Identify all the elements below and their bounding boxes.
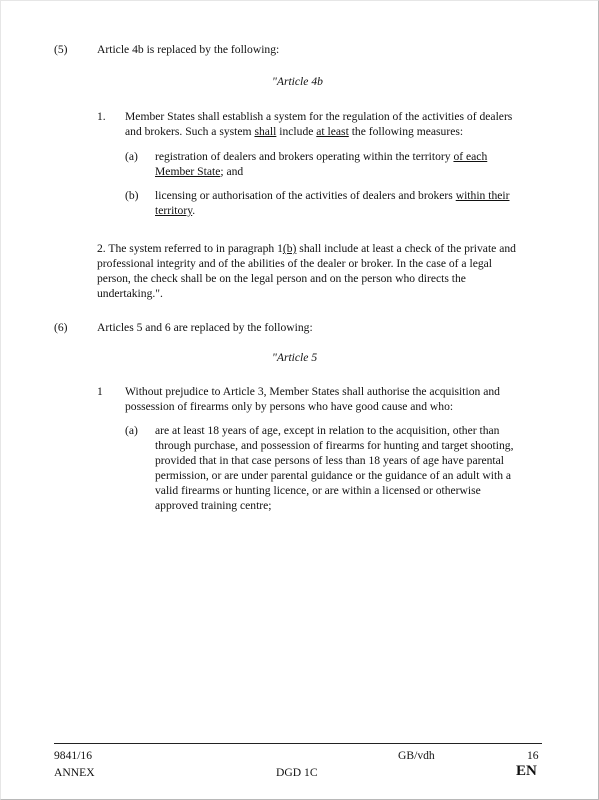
article-5-item-a-line: through purchase, and possession of firearms for hunting and target shooting, [155,439,514,452]
item-a-text [155,149,487,179]
underlined-text: within their [455,189,510,202]
article-5-paragraph-1-number: 1 [97,385,103,398]
footer-language-code: EN [516,763,537,779]
paragraph-2-line-4: undertaking.". [97,287,163,300]
underlined-text: territory [155,204,193,217]
article-4b-title: "Article 4b [272,75,323,88]
underlined-text: of each [453,150,488,163]
text-run: ; and [220,165,244,178]
article-5-paragraph-1-line-2: possession of firearms only by persons who have good cause and who: [125,400,454,413]
item-b-line-1 [155,188,509,203]
footer-department: DGD 1C [276,766,318,779]
article-5-item-a-line: approved training centre; [155,499,272,512]
text-run: shall include at least a check of the private and [296,242,516,255]
section-6-intro: Articles 5 and 6 are replaced by the following: [97,321,313,334]
article-5-item-a-label: (a) [125,424,138,437]
section-5-number: (5) [54,43,68,56]
section-6-number: (6) [54,321,68,334]
article-5-item-a-line: provided that in that case persons of less than 18 years of age have parental [155,454,504,467]
item-b-label: (b) [125,189,139,202]
underlined-text: at least [316,125,349,138]
text-run: 2. The system referred to in paragraph 1 [97,242,283,255]
footer-page-number: 16 [527,749,539,762]
underlined-text: shall [254,125,277,138]
text-run: . [192,204,196,217]
section-5-intro: Article 4b is replaced by the following: [97,43,280,56]
footer-doc-number: 9841/16 [54,749,93,762]
text-run: include [276,125,317,138]
underlined-text: (b) [282,242,297,255]
item-a-line-2 [155,164,487,179]
paragraph-1-text [125,109,512,139]
article-5-paragraph-1-line-1: Without prejudice to Article 3, Member States shall authorise the acquisition and [125,385,500,398]
footer-initials: GB/vdh [398,749,435,762]
item-b-line-2 [155,203,509,218]
underlined-text: Member State [155,165,221,178]
paragraph-1-number: 1. [97,110,106,123]
footer-rule [54,743,542,744]
text-run: and brokers. Such a system [125,125,255,138]
article-5-item-a-text [155,423,513,513]
article-5-title: "Article 5 [272,351,318,364]
paragraph-2-line-3: person, the check shall be on the legal person and on the person who directs the [97,272,466,285]
article-5-paragraph-1-text [125,384,500,414]
item-a-line-1 [155,149,487,164]
text-run: the following measures: [348,125,464,138]
item-b-text [155,188,509,218]
paragraph-1-line-2 [125,124,512,139]
paragraph-2-line-2: professional integrity and of the abilities of the dealer or broker. In the case of a legal [97,257,493,270]
text-run: registration of dealers and brokers operating within the territory [155,150,454,163]
article-5-item-a-line: are at least 18 years of age, except in relation to the acquisition, other than [155,424,500,437]
text-run: licensing or authorisation of the activities of dealers and brokers [155,189,456,202]
article-5-item-a-line: permission, or are under parental guidance or the guidance of an adult with a [155,469,512,482]
paragraph-2-text [97,241,516,301]
item-a-label: (a) [125,150,138,163]
footer-annex: ANNEX [54,766,95,779]
article-5-item-a-line: valid firearms or hunting licence, or are within a licensed or otherwise [155,484,481,497]
paragraph-1-line-1: Member States shall establish a system for the regulation of the activities of dealers [125,110,513,123]
paragraph-2-line-1 [97,241,516,256]
